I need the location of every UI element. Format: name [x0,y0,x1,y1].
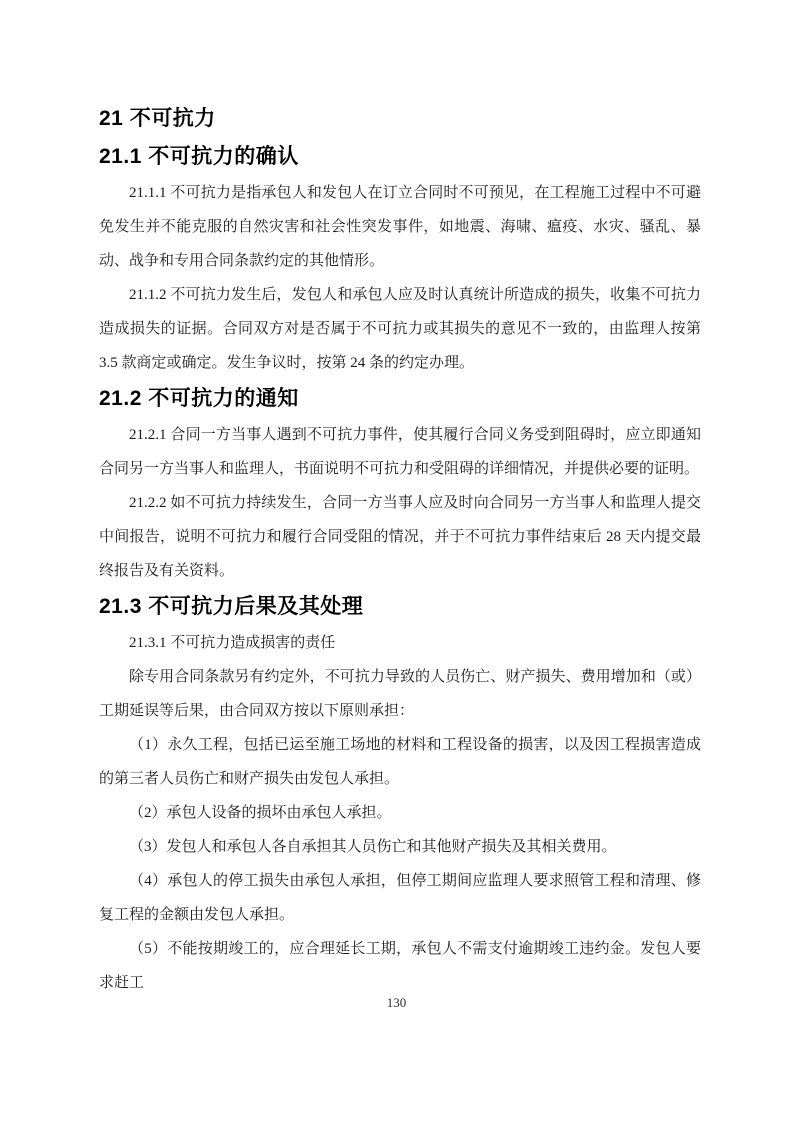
paragraph-21-3-1: 21.3.1 不可抗力造成损害的责任 [129,635,336,651]
section-heading-21-2: 21.2 不可抗力的通知 [99,387,299,410]
list-item-4: （4）承包人的停工损失由承包人承担，但停工期间应监理人要求照管工程和清理、修复工程的金额由发包人承担。 [99,873,701,923]
list-item-1: （1）永久工程，包括已运至施工场地的材料和工程设备的损害，以及因工程损害造成的第三者人员伤亡和财产损失由发包人承担。 [99,737,701,787]
list-item-3: （3）发包人和承包人各自承担其人员伤亡和其他财产损失及其相关费用。 [129,839,617,855]
paragraph-21-2-2: 21.2.2 如不可抗力持续发生，合同一方当事人应及时向合同另一方当事人和监理人提交中间报告，说明不可抗力和履行合同受阻的情况，并于不可抗力事件结束后 28 天内提交最终报告及有关资料。 [99,495,701,579]
page-number: 130 [386,995,407,1010]
section-heading-21-1: 21.1 不可抗力的确认 [99,145,299,168]
list-item-5: （5）不能按期竣工的，应合理延长工期，承包人不需支付逾期竣工违约金。发包人要求赶工 [99,941,701,991]
page-footer [0,995,793,1011]
paragraph-21-1-1: 21.1.1 不可抗力是指承包人和发包人在订立合同时不可预见，在工程施工过程中不可避免发生并不能克服的自然灾害和社会性突发事件，如地震、海啸、瘟疫、水灾、骚乱、暴动、战争和专用合同条款约定的其他情形。 [99,185,701,269]
chapter-heading: 21 不可抗力 [99,107,216,130]
paragraph-21-1-2: 21.1.2 不可抗力发生后，发包人和承包人应及时认真统计所造成的损失，收集不可抗力造成损失的证据。合同双方对是否属于不可抗力或其损失的意见不一致的，由监理人按第 3.5 款商定或确定。发生争议时，按第 24 条的约定办理。 [99,287,701,371]
section-heading-21-3: 21.3 不可抗力后果及其处理 [99,595,364,618]
document-content [99,100,701,1000]
list-item-2: （2）承包人设备的损坏由承包人承担。 [129,805,392,821]
paragraph-21-2-1: 21.2.1 合同一方当事人遇到不可抗力事件，使其履行合同义务受到阻碍时，应立即通知合同另一方当事人和监理人，书面说明不可抗力和受阻碍的详细情况，并提供必要的证明。 [99,427,701,477]
paragraph-21-3-intro: 除专用合同条款另有约定外，不可抗力导致的人员伤亡、财产损失、费用增加和（或）工期延误等后果，由合同双方按以下原则承担： [99,669,701,719]
